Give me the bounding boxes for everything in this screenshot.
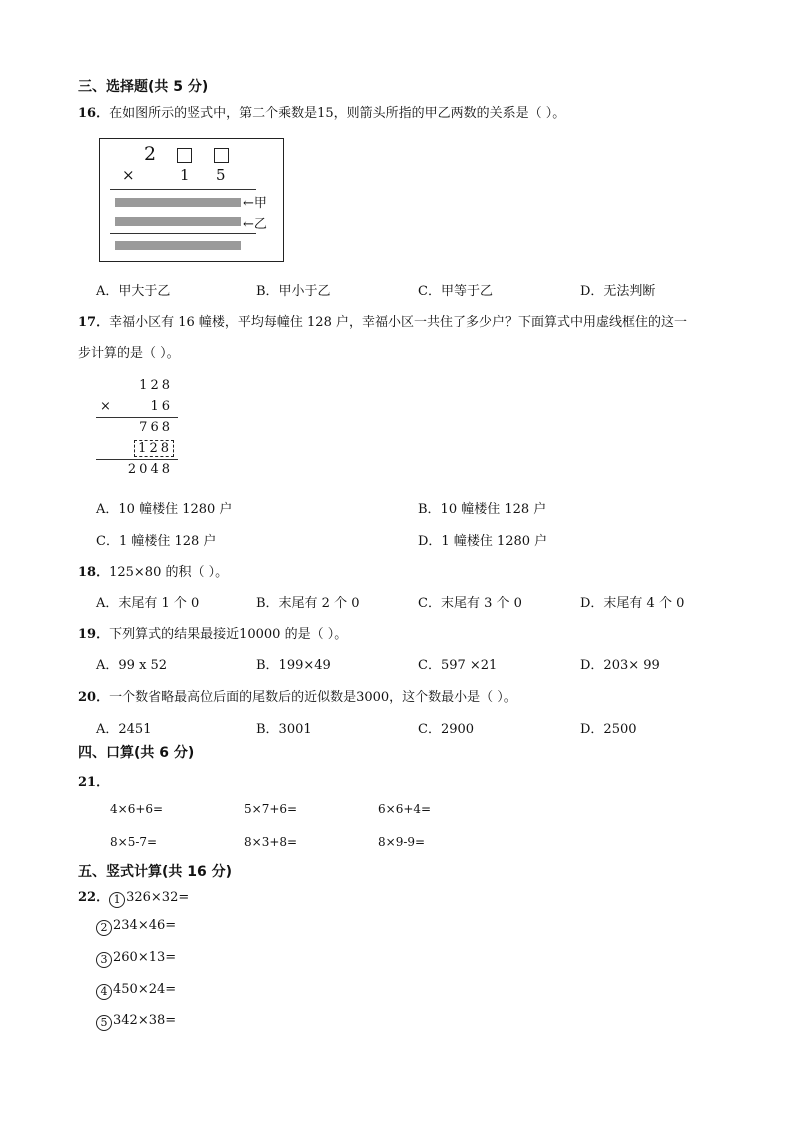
mental-math-item: 8×9-9= <box>378 835 426 849</box>
question-number: 18． <box>78 565 110 580</box>
circled-number-5: 5 <box>96 1015 112 1031</box>
calc-row-multiplier: 16 <box>150 399 173 414</box>
section-title-choice: 三、选择题(共 5 分) <box>78 79 209 95</box>
option-a[interactable]: A．末尾有 1 个 0 <box>96 596 200 611</box>
option-c[interactable]: C．末尾有 3 个 0 <box>418 596 522 611</box>
option-a[interactable]: A．10 幢楼住 1280 户 <box>96 502 233 517</box>
section-title-mental-math: 四、口算(共 6 分) <box>78 745 195 761</box>
mental-math-item: 8×5-7= <box>110 835 158 849</box>
mental-math-item: 5×7+6= <box>244 802 298 816</box>
product-bar <box>115 241 241 250</box>
calc-expression: 450×24= <box>113 982 177 997</box>
option-d[interactable]: D．1 幢楼住 1280 户 <box>418 534 548 549</box>
option-b[interactable]: B．末尾有 2 个 0 <box>256 596 360 611</box>
option-b[interactable]: B．3001 <box>256 722 312 737</box>
question-number: 17． <box>78 315 110 330</box>
calc-expression: 342×38= <box>113 1013 177 1028</box>
option-b[interactable]: B．199×49 <box>256 658 331 673</box>
calc-item-4 <box>96 982 176 1000</box>
question-text: 下列算式的结果最接近10000 的是（ ）。 <box>109 627 348 642</box>
arrow-label-b: ←乙 <box>243 217 267 232</box>
question-text: 一个数省略最高位后面的尾数后的近似数是3000，这个数最小是（ ）。 <box>109 690 517 705</box>
rule-line <box>110 233 256 234</box>
question-number: 20． <box>78 690 110 705</box>
calc-expression: 260×13= <box>113 950 177 965</box>
calc-row-product: 2048 <box>127 462 173 477</box>
mental-math-item: 6×6+4= <box>378 802 432 816</box>
rule-line <box>96 459 178 460</box>
arrow-label-a: ←甲 <box>243 196 267 211</box>
question-number: 22． <box>78 890 110 905</box>
figure-digit-1: 1 <box>180 166 190 184</box>
calc-row-partial-1: 768 <box>139 420 173 435</box>
option-a[interactable]: A．2451 <box>96 722 152 737</box>
calc-row-partial-2-dashed-box: 128 <box>134 440 174 457</box>
question-19 <box>78 623 347 642</box>
circled-number-2: 2 <box>96 920 112 936</box>
question-21-number: 21． <box>78 775 110 790</box>
multiplication-figure <box>99 138 284 262</box>
section-title-vertical-calc: 五、竖式计算(共 16 分) <box>78 864 233 880</box>
calc-row-multiplicand: 128 <box>139 378 173 393</box>
rule-line <box>96 417 178 418</box>
question-17-line2: 步计算的是（ ）。 <box>78 346 180 361</box>
option-a[interactable]: A．99 x 52 <box>96 658 168 673</box>
calc-item-3 <box>96 950 176 968</box>
circled-number-3: 3 <box>96 952 112 968</box>
question-18 <box>78 561 228 580</box>
option-b[interactable]: B．甲小于乙 <box>256 284 331 299</box>
calc-expression: 326×32= <box>126 890 190 905</box>
times-sign: × <box>122 166 135 184</box>
option-c[interactable]: C．1 幢楼住 128 户 <box>96 534 217 549</box>
calc-item-5 <box>96 1013 176 1031</box>
option-c[interactable]: C．597 ×21 <box>418 658 498 673</box>
option-d[interactable]: D．2500 <box>580 722 637 737</box>
calc-item-2 <box>96 918 176 936</box>
blank-box <box>214 148 229 163</box>
option-c[interactable]: C．2900 <box>418 722 475 737</box>
figure-digit-5: 5 <box>216 166 226 184</box>
option-a[interactable]: A．甲大于乙 <box>96 284 171 299</box>
times-sign: × <box>100 399 111 414</box>
partial-product-bar-a <box>115 198 241 207</box>
partial-product-bar-b <box>115 217 241 226</box>
vertical-calculation <box>96 376 181 486</box>
circled-number-4: 4 <box>96 984 112 1000</box>
rule-line <box>110 189 256 190</box>
question-number: 16． <box>78 106 110 121</box>
question-text: 在如图所示的竖式中，第二个乘数是15，则箭头所指的甲乙两数的关系是（ ）。 <box>109 106 566 121</box>
figure-digit-2: 2 <box>144 143 157 165</box>
question-20 <box>78 686 517 705</box>
option-d[interactable]: D．203× 99 <box>580 658 660 673</box>
question-text: 幸福小区有 16 幢楼，平均每幢住 128 户，幸福小区一共住了多少户？下面算式中用虚线框住的这一 <box>109 315 687 330</box>
question-16 <box>78 102 565 121</box>
calc-expression: 234×46= <box>113 918 177 933</box>
option-d[interactable]: D．无法判断 <box>580 284 656 299</box>
question-text: 125×80 的积（ ）。 <box>109 565 229 580</box>
option-d[interactable]: D．末尾有 4 个 0 <box>580 596 685 611</box>
option-c[interactable]: C．甲等于乙 <box>418 284 493 299</box>
option-b[interactable]: B．10 幢楼住 128 户 <box>418 502 547 517</box>
mental-math-item: 4×6+6= <box>110 802 164 816</box>
question-22 <box>78 886 189 908</box>
question-number: 19． <box>78 627 110 642</box>
mental-math-item: 8×3+8= <box>244 835 298 849</box>
blank-box <box>177 148 192 163</box>
circled-number-1: 1 <box>109 892 125 908</box>
question-17 <box>78 311 687 330</box>
